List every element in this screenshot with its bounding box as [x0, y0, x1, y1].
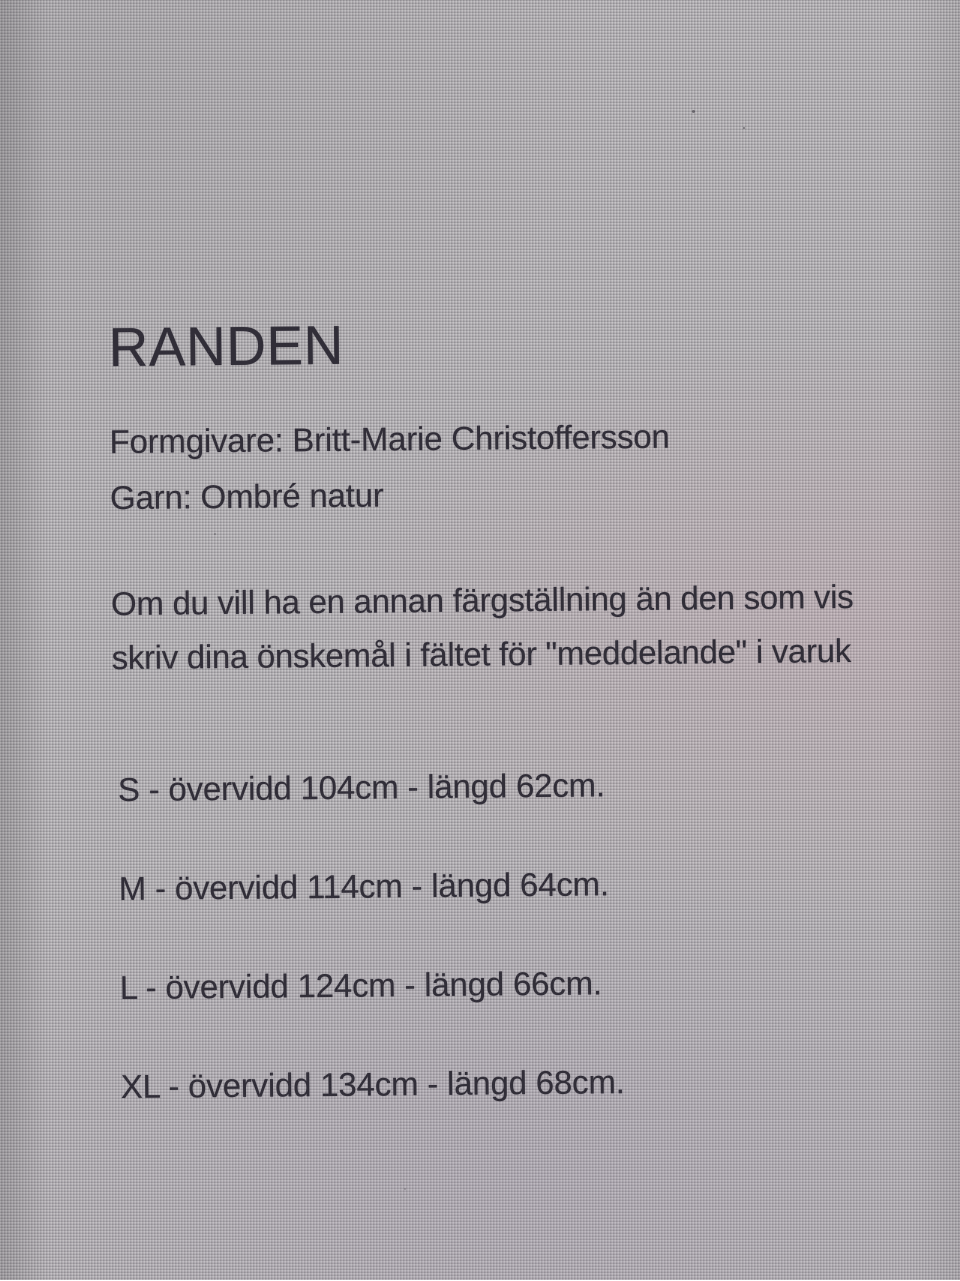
size-line-m: M - övervidd 114cm - längd 64cm. [118, 865, 609, 908]
dust-speck [214, 533, 216, 535]
color-request-note-line-1: Om du vill ha en annan färgställning än den som vis [110, 577, 854, 623]
dust-speck [692, 110, 695, 113]
designer-line: Formgivare: Britt-Marie Christoffersson [109, 417, 670, 461]
color-request-note-line-2: skriv dina önskemål i fältet för "meddelande" i varuk [111, 631, 852, 677]
dust-speck [743, 127, 745, 129]
size-line-l: L - övervidd 124cm - längd 66cm. [119, 964, 603, 1007]
dust-speck [404, 1188, 406, 1190]
size-line-s: S - övervidd 104cm - längd 62cm. [117, 766, 606, 809]
product-title: RANDEN [108, 313, 345, 379]
size-line-xl: XL - övervidd 134cm - längd 68cm. [120, 1063, 625, 1106]
yarn-line: Garn: Ombré natur [109, 476, 384, 517]
